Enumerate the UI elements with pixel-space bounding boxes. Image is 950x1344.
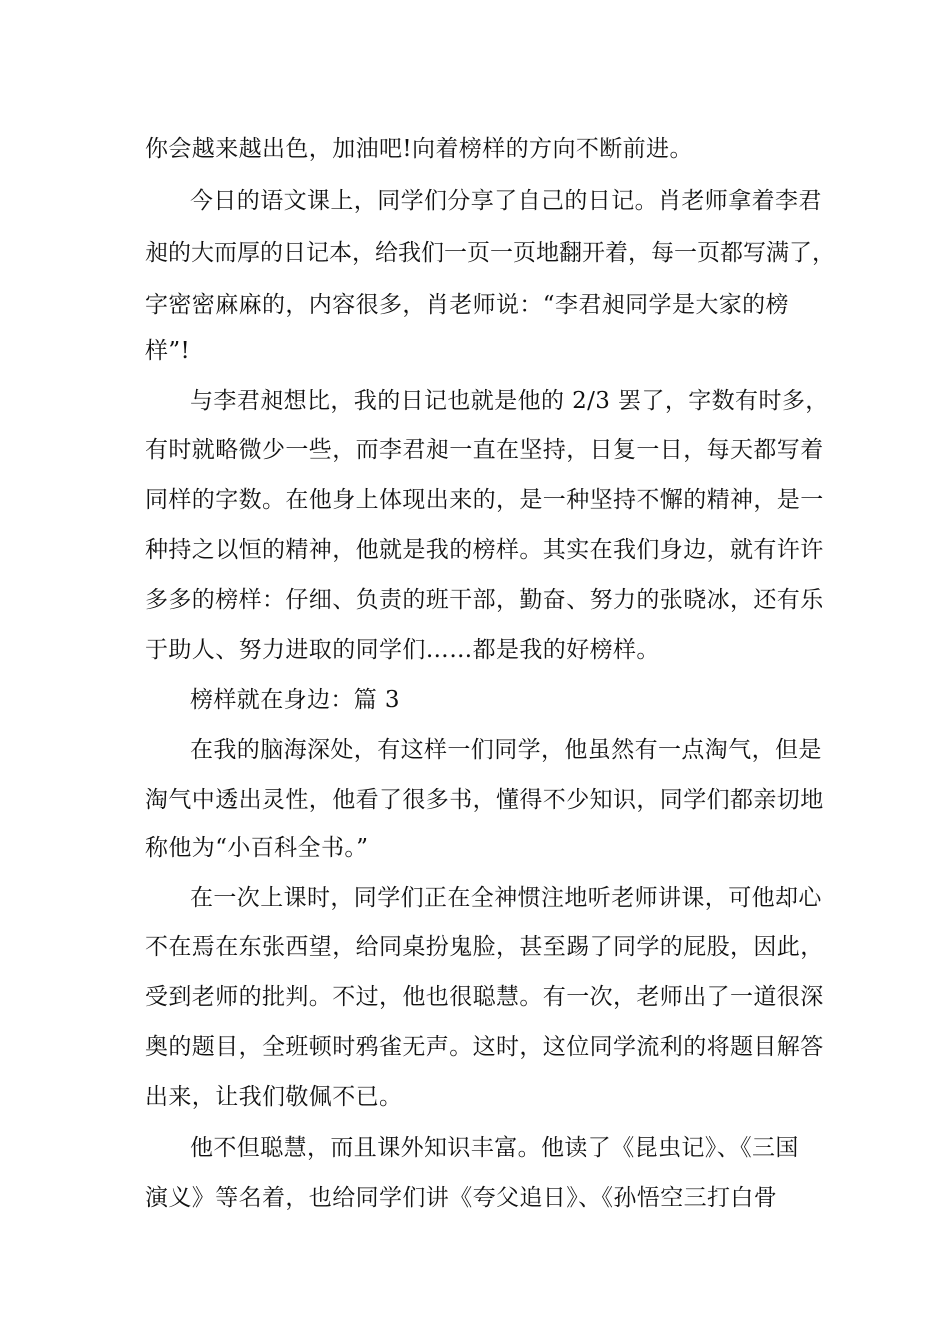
text-line: 受到老师的批判。不过，他也很聪慧。有一次，老师出了一道很深 (145, 984, 824, 1010)
text-line: 他不但聪慧，而且课外知识丰富。他读了《昆虫记》、《三国 (190, 1135, 799, 1161)
text-line: 奥的题目，全班顿时鸦雀无声。这时，这位同学流利的将题目解答 (145, 1034, 824, 1060)
text-line: 同样的字数。在他身上体现出来的，是一种坚持不懈的精神，是一 (145, 487, 824, 513)
text-line: 种持之以恒的精神，他就是我的榜样。其实在我们身边，就有许许 (145, 537, 824, 563)
text-line: 称他为“小百科全书。” (145, 835, 369, 861)
text-line: 不在焉在东张西望，给同桌扮鬼脸，甚至踢了同学的屁股，因此， (145, 934, 824, 960)
text-line: 昶的大而厚的日记本，给我们一页一页地翻开着，每一页都写满了， (145, 240, 835, 266)
text-line: 演义》等名着，也给同学们讲《夸父追日》、《孙悟空三打白骨 (145, 1185, 778, 1211)
text-line: 淘气中透出灵性，他看了很多书，懂得不少知识，同学们都亲切地 (145, 787, 824, 813)
text-line: 于助人、努力进取的同学们……都是我的好榜样。 (145, 637, 660, 663)
text-line: 样”! (145, 338, 191, 364)
text-line: 出来，让我们敬佩不已。 (145, 1084, 403, 1110)
text-line: 有时就略微少一些，而李君昶一直在坚持，日复一日，每天都写着 (145, 437, 824, 463)
text-line: 与李君昶想比，我的日记也就是他的 2/3 罢了，字数有时多， (190, 388, 829, 414)
text-line: 今日的语文课上，同学们分享了自己的日记。肖老师拿着李君 (190, 188, 822, 214)
text-line: 字密密麻麻的，内容很多，肖老师说：“李君昶同学是大家的榜 (145, 292, 789, 318)
text-line: 你会越来越出色，加油吧!向着榜样的方向不断前进。 (145, 136, 693, 162)
text-line: 在我的脑海深处，有这样一们同学，他虽然有一点淘气，但是 (190, 737, 822, 763)
section-heading: 榜样就在身边：篇 3 (190, 687, 400, 713)
text-line: 多多的榜样：仔细、负责的班干部，勤奋、努力的张晓冰，还有乐 (145, 587, 824, 613)
text-line: 在一次上课时，同学们正在全神惯注地听老师讲课，可他却心 (190, 885, 822, 911)
